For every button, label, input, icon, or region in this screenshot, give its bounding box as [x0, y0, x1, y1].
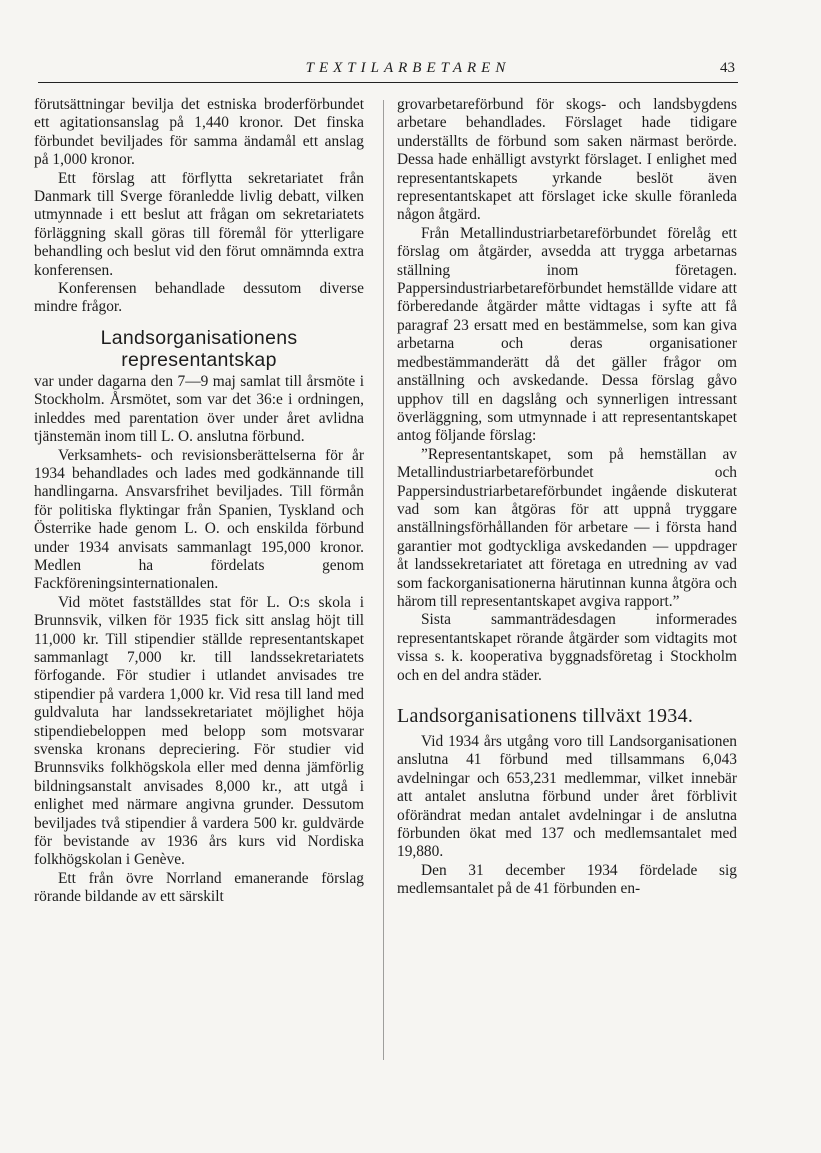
paragraph: Sista sammanträdesdagen informerades representantskapet rörande åtgärder som vidtagits mot vissa s. k. kooperativa byggnadsföretag i Stockholm och en del andra städer. [397, 611, 737, 684]
left-column [34, 96, 364, 907]
paragraph: Vid mötet fastställdes stat för L. O:s skola i Brunnsvik, vilken för 1935 fick sitt anslag höjt till 11,000 kr. Till stipendier ställde representantskapet sammanlagt 7,000 kr. till landssekretariatets förfogande. För studier i utlandet anvisades tre stipendier på vardera 1,000 kr. Vid resa till land med guldvaluta har landssekretariatet möjlighet höja stipendiebeloppen med belopp som motsvarar svenska kronans depreciering. För studier vid Brunnsviks folkhögskola eller med denna jämförlig bildningsanstalt anvisades 8,000 kr., att utgå i enlighet med närmare angivna grunder. Dessutom beviljades två stipendier å vardera 500 kr. guldvärde för bevistande av 1936 års kurs vid Nordiska folkhögskolan i Genève. [34, 593, 364, 869]
page-header [38, 56, 738, 83]
paragraph: grovarbetareförbund för skogs- och landsbygdens arbetare behandlades. Förslaget hade tidigare underställts de förbund som saken närmast berörde. Dessa hade enhälligt avstyrkt förslaget. I enlighet med representantskapets yrkande beslöt även representantskapet att förslaget icke skulle föranleda någon åtgärd. [397, 96, 737, 224]
paragraph: Från Metallindustriarbetareförbundet förelåg ett förslag om åtgärder, avsedda att trygga arbetarnas ställning inom företagen. Pappersindustriarbetareförbundet hemställde vidare att förberedande åtgärder måtte vidtagas i syfte att få paragraf 23 ersatt med en bestämmelse, som kan giva arbetarna och deras organisationer medbestämmanderätt då det gäller frågor om anställning och avskedande. Dessa förslag gåvo upphov till en dagslång och synnerligen intressant överläggning, som utmynnade i att representantskapet antog följande förslag: [397, 224, 737, 445]
paragraph: Ett förslag att förflytta sekretariatet från Danmark till Sverge föranledde livlig debatt, vilken utmynnade i ett beslut att frågan om sekretariatets förläggning skall göras till föremål för ytterligare behandling och beslut vid den förut omnämnda extra konferensen. [34, 169, 364, 279]
running-title: TEXTILARBETAREN [305, 60, 511, 76]
paragraph: Konferensen behandlade dessutom diverse mindre frågor. [34, 280, 364, 316]
paragraph: Ett från övre Norrland emanerande förslag rörande bildande av ett särskilt [34, 869, 364, 906]
page-number: 43 [720, 60, 735, 76]
section-heading: Landsorganisationens tillväxt 1934. [397, 705, 694, 727]
paragraph: Verksamhets- och revisionsberättelserna för år 1934 behandlades och lades med godkännande till handlingarna. Ansvarsfrihet beviljades. Till förmån för politiska flyktingar från Spanien, Tyskland och Österrike hade genom L. O. och enskilda förbund under 1934 anvisats sammanlagt 195,000 kronor. Medlen ha fördelats genom Fackföreningsinternationalen. [34, 446, 364, 593]
paragraph: förutsättningar bevilja det estniska broderförbundet ett agitationsanslag på 1,440 kronor. Det finska förbundet beviljades för samma ändamål ett anslag på 1,000 kronor. [34, 96, 364, 169]
paragraph: var under dagarna den 7—9 maj samlat till årsmöte i Stockholm. Årsmötet, som var det 36:e i ordningen, inleddes med parentation över under året avlidna tjänstemän inom till L. O. anslutna förbund. [34, 372, 364, 446]
section-heading: Landsorganisationens representantskap [100, 326, 298, 371]
column-divider [383, 100, 384, 1060]
quoted-proposal: ”Representantskapet, som på hemställan av Metallindustriarbetareförbundet och Pappersindustriarbetareförbundet ingående diskuterat vad som kan åtgöras för att uppnå tryggare anställningsförhållanden för arbetare — i första hand garantier mot godtyckliga avskedanden — uppdrager åt landssekretariatet att företaga en utredning av vad som fackorganisationerna härutinnan kunna åtgöra och härom till representantskapet avgiva rapport.” [397, 445, 737, 610]
paragraph: Vid 1934 års utgång voro till Landsorganisationen anslutna 41 förbund med tillsammans 6,043 avdelningar och 653,231 medlemmar, vilket innebär att antalet anslutna förbund under året förblivit oförändrat medan antalet avdelningar i de anslutna förbunden ökat med 137 och medlemsantalet med 19,880. [397, 733, 737, 861]
paragraph: Den 31 december 1934 fördelade sig medlemsantalet på de 41 förbunden en- [397, 861, 737, 898]
right-column [397, 96, 737, 899]
